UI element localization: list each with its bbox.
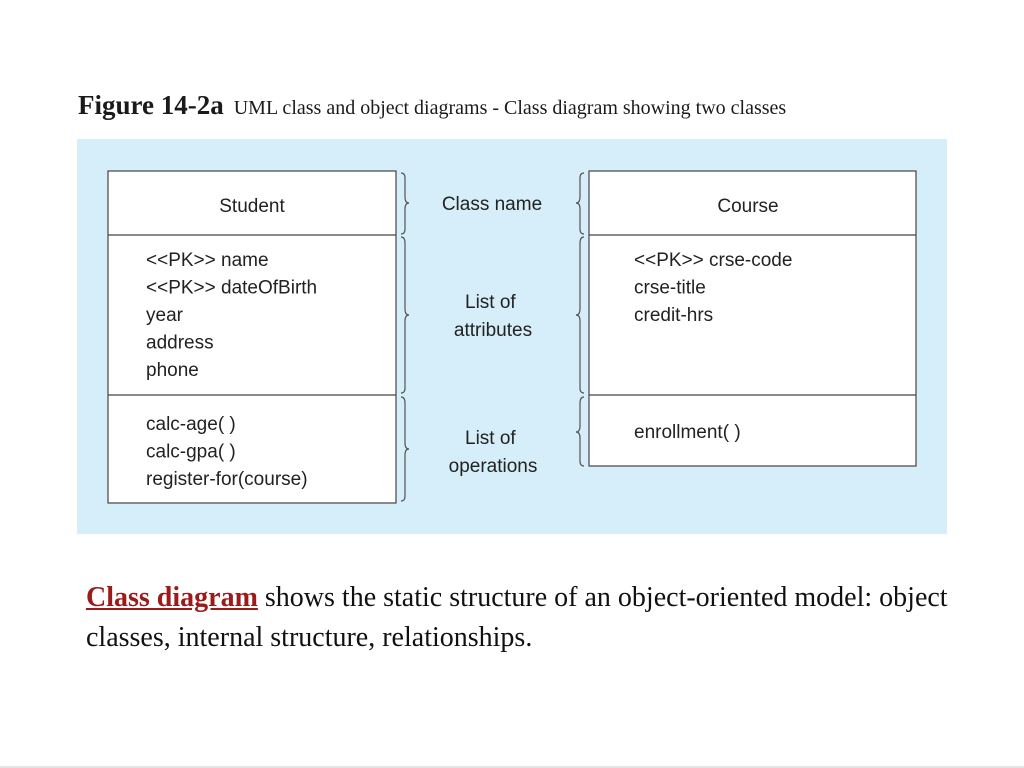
student-class-name: Student [219,196,285,217]
key-term: Class diagram [86,582,258,613]
course-class [589,171,916,466]
student-operation: calc-gpa( ) [146,441,236,463]
description-paragraph [86,578,966,658]
operations-brace-left [401,397,409,501]
student-class [108,171,396,503]
label-class-name [442,194,542,215]
course-operations [634,422,741,443]
operations-brace-right [576,397,584,466]
right-braces [576,173,584,466]
course-attribute: credit-hrs [634,305,714,326]
course-attribute: crse-title [634,277,706,299]
student-attribute: year [146,305,183,326]
course-attribute: <<PK>> crse-code [634,250,793,271]
label-list-of-attributes [454,292,532,341]
student-operation: register-for(course) [146,469,308,490]
label-attributes-line-2: attributes [453,320,533,341]
class-name-brace-right [576,173,584,234]
course-operation: enrollment( ) [634,422,741,443]
attributes-brace-left [401,237,409,393]
student-operation: calc-age( ) [146,414,236,435]
description-text: shows the static structure of an object-oriented model: object classes, internal structure, relationships. [86,582,948,653]
class-name-brace-left [401,173,409,234]
left-braces [401,173,409,501]
label-operations-line-2: operations [448,456,538,477]
figure-caption: UML class and object diagrams - Class diagram showing two classes [233,97,787,119]
figure-number: Figure 14-2a [78,90,224,120]
student-attribute: address [146,332,214,354]
label-attributes-line-1: List of [465,292,516,313]
label-list-of-operations [449,428,538,477]
student-attribute: <<PK>> name [146,250,269,271]
label-operations-line-1: List of [465,428,516,449]
attributes-brace-right [576,237,584,393]
label-class-name-line: Class name [441,194,543,215]
student-attribute: phone [146,360,199,381]
student-attribute: <<PK>> dateOfBirth [146,277,318,299]
course-class-name: Course [717,196,779,217]
